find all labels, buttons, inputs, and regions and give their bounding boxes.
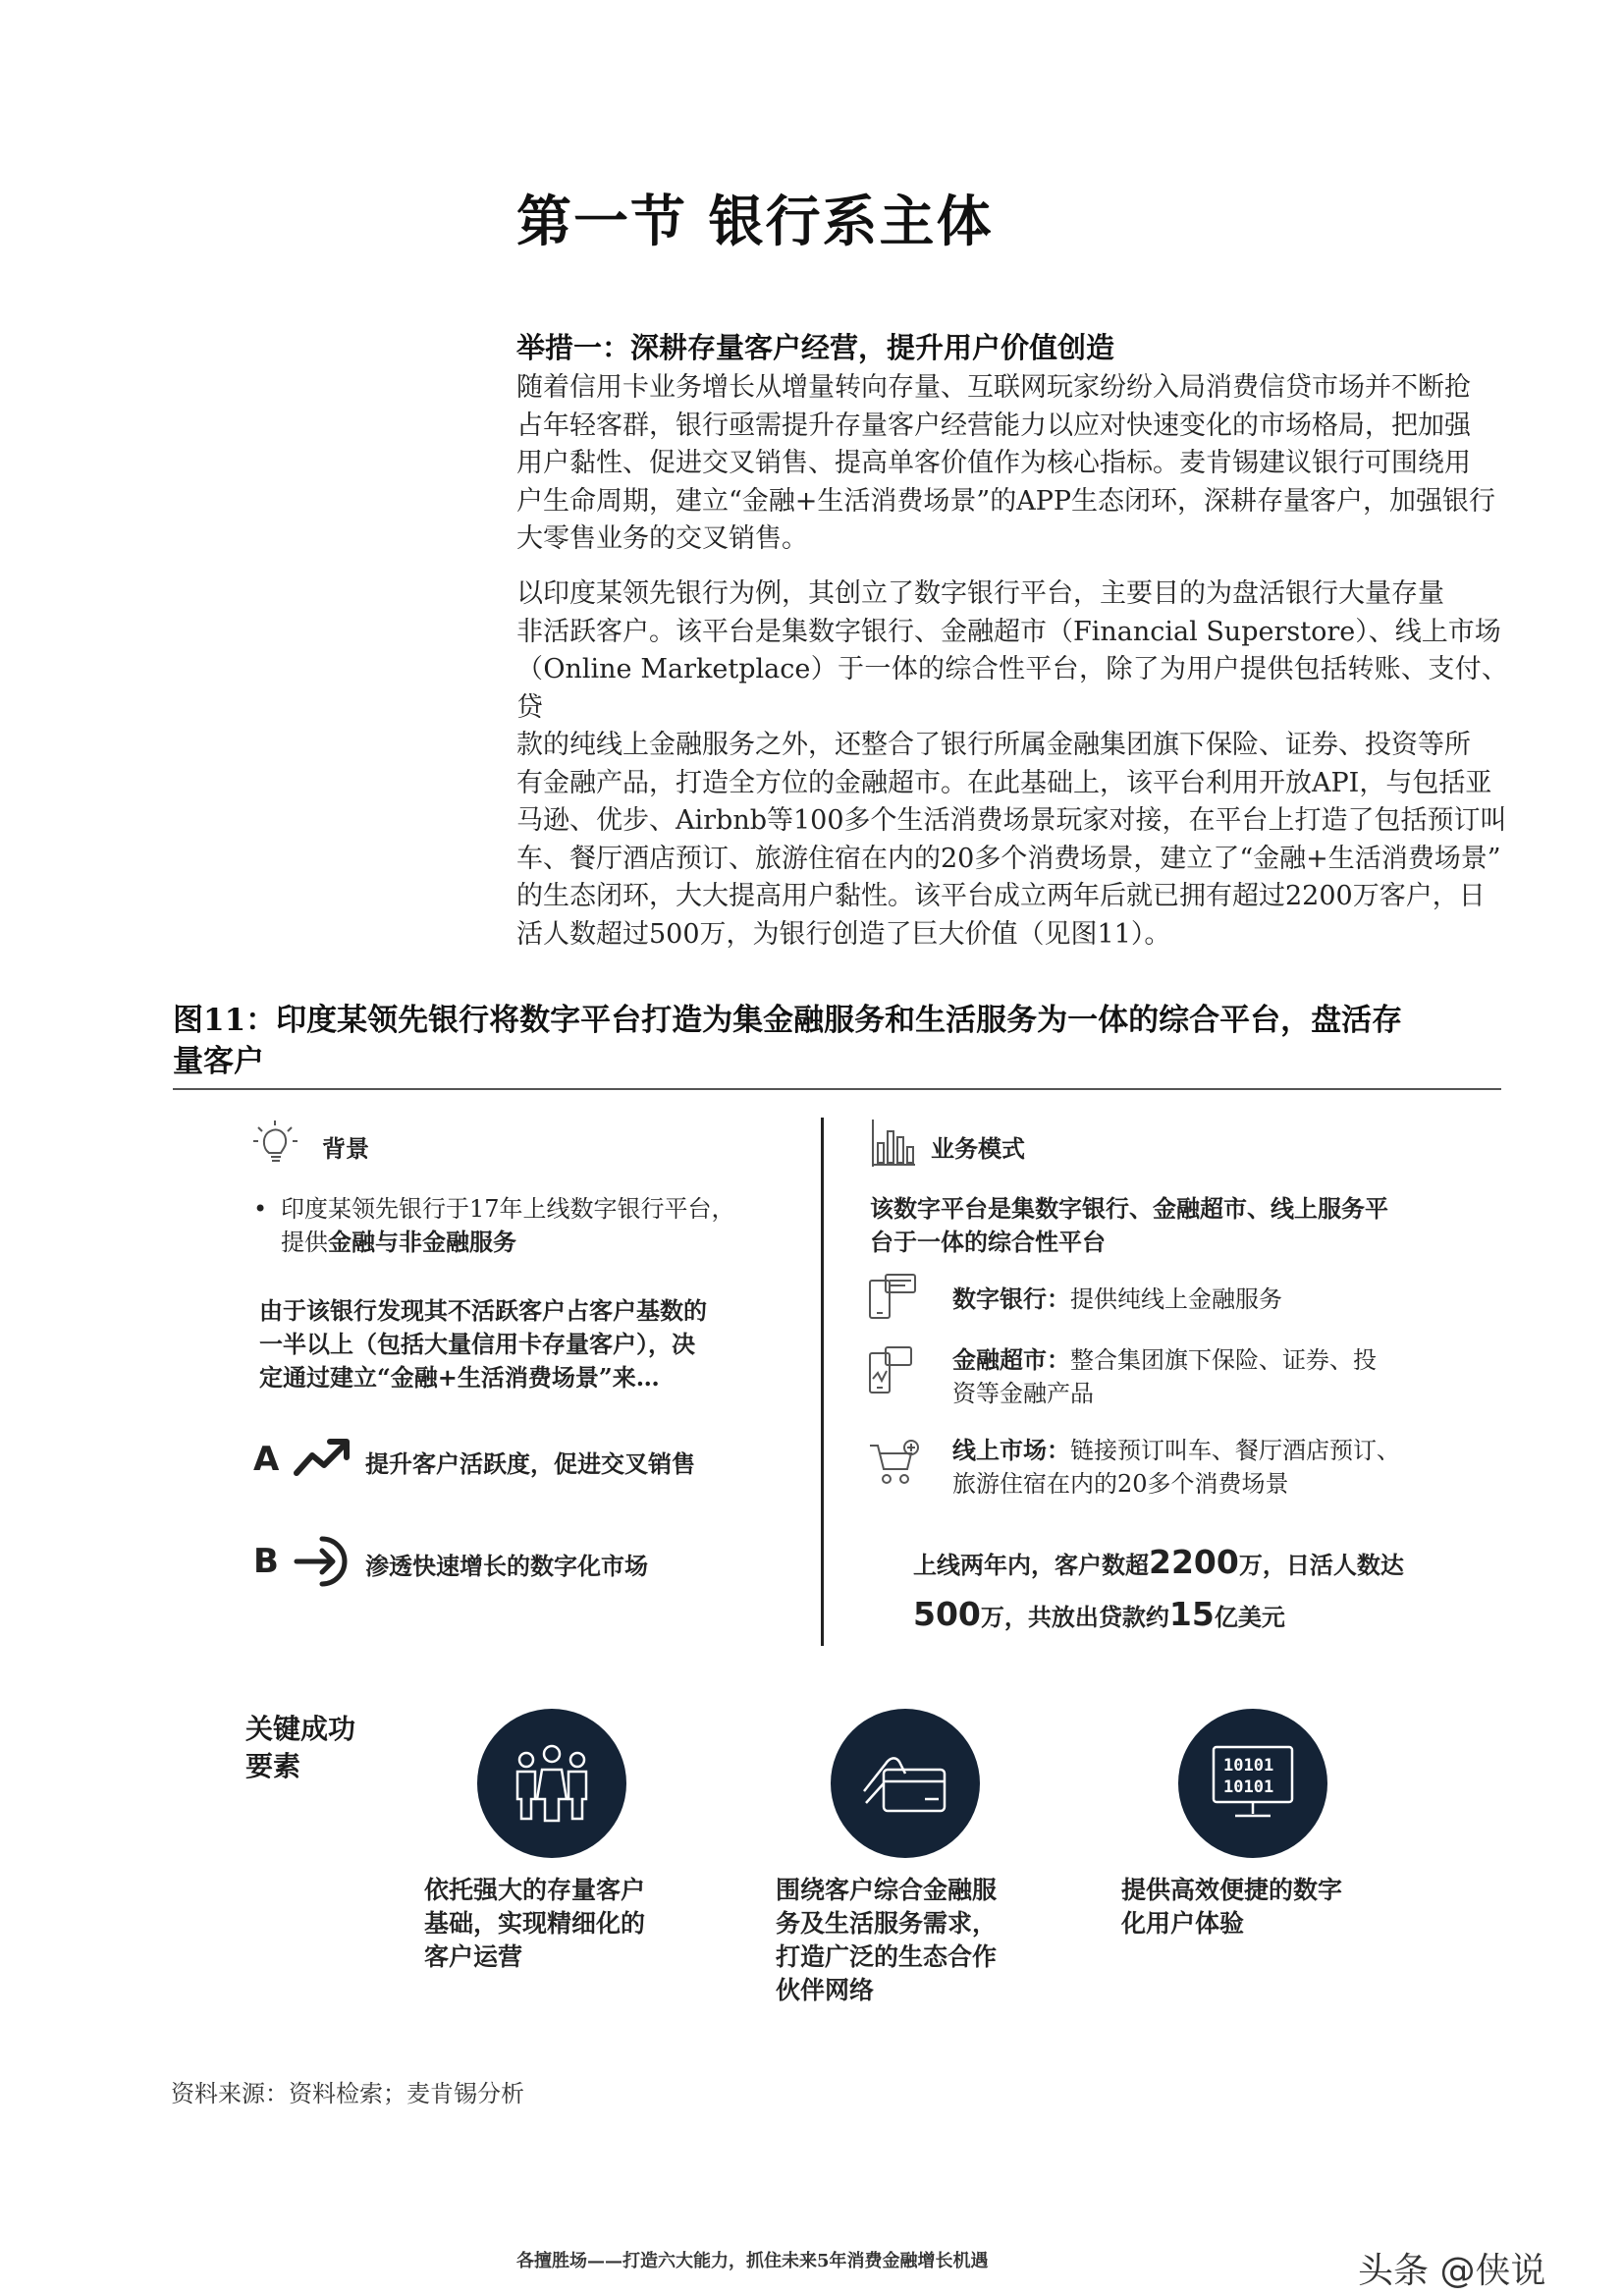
- paragraph-line: （Online Marketplace）于一体的综合性平台，除了为用户提供包括转账、支付、贷: [516, 654, 1508, 723]
- ksf-line: 务及生活服务需求，: [776, 1909, 998, 1938]
- ksf-line: 基础，实现精细化的: [424, 1909, 646, 1938]
- paragraph-line: 活人数超过500万，为银行创造了巨大价值（见图11）。: [516, 918, 1171, 950]
- trending-up-icon: [293, 1436, 353, 1483]
- background-reason: [259, 1294, 707, 1394]
- paragraph-line: 非活跃客户。该平台是集数字银行、金融超市（Financial Superstore）、线上市场: [516, 616, 1501, 647]
- item-name: 数字银行：: [952, 1285, 1070, 1313]
- ksf-line: 伙伴网络: [776, 1976, 875, 2004]
- result-text: 万，共放出贷款约: [980, 1603, 1169, 1631]
- ksf-line: 提供高效便捷的数字: [1121, 1876, 1343, 1904]
- item-desc: 提供纯线上金融服务: [1070, 1285, 1282, 1313]
- page-footer: 各擅胜场——打造六大能力，抓住未来5年消费金融增长机遇: [516, 2251, 989, 2271]
- paragraph-line: 以印度某领先银行为例，其创立了数字银行平台，主要目的为盘活银行大量存量: [516, 578, 1444, 609]
- binary-monitor-icon: [1178, 1709, 1327, 1858]
- ksf-label-line: 要素: [245, 1750, 301, 1782]
- business-item: [952, 1434, 1400, 1501]
- item-desc-line2: 旅游住宿在内的20多个消费场景: [952, 1470, 1289, 1498]
- ksf-label: [245, 1711, 355, 1785]
- ksf-line: 客户运营: [424, 1942, 523, 1971]
- item-desc: 整合集团旗下保险、证券、投: [1070, 1346, 1377, 1374]
- figure-title-line: 图11：印度某领先银行将数字平台打造为集金融服务和生活服务为一体的综合平台，盘活存: [173, 1003, 1403, 1038]
- reason-line: 定通过建立“金融+生活消费场景”来…: [259, 1363, 660, 1392]
- reason-line: 由于该银行发现其不活跃客户占客户基数的: [259, 1296, 707, 1325]
- reason-line: 一半以上（包括大量信用卡存量客户），决: [259, 1330, 695, 1358]
- ksf-text: [424, 1874, 645, 1974]
- business-result: [913, 1538, 1404, 1642]
- background-label: 背景: [322, 1134, 369, 1163]
- ksf-text: [1121, 1874, 1342, 1941]
- business-item: [952, 1343, 1377, 1410]
- result-text: 上线两年内，客户数超: [913, 1551, 1149, 1579]
- ksf-label-line: 关键成功: [245, 1713, 356, 1745]
- ksf-line: 打造广泛的生态合作: [776, 1942, 998, 1971]
- item-name: 线上市场：: [952, 1436, 1070, 1464]
- paragraph-line: 大零售业务的交叉销售。: [516, 523, 808, 554]
- paragraph-line: 马逊、优步、Airbnb等100多个生活消费场景玩家对接，在平台上打造了包括预订叫: [516, 805, 1507, 836]
- background-bullet-line: 印度某领先银行于17年上线数字银行平台，: [281, 1195, 735, 1223]
- svg-text:10101: 10101: [1223, 1756, 1274, 1776]
- column-divider: [821, 1118, 824, 1646]
- business-summary: [870, 1192, 1388, 1259]
- item-b-text: 渗透快速增长的数字化市场: [365, 1552, 648, 1580]
- figure-title: [173, 1000, 1498, 1082]
- paragraph-line: 款的纯线上金融服务之外，还整合了银行所属金融集团旗下保险、证券、投资等所: [516, 730, 1471, 760]
- mobile-phone-icon: [868, 1273, 917, 1326]
- source-note: 资料来源：资料检索；麦肯锡分析: [171, 2080, 524, 2107]
- svg-text:10101: 10101: [1223, 1777, 1274, 1797]
- phone-chart-icon: [868, 1345, 917, 1400]
- card-icon: [831, 1709, 980, 1858]
- paragraph-line: 用户黏性、促进交叉销售、提高单客价值作为核心指标。麦肯锡建议银行可围绕用: [516, 448, 1471, 478]
- paragraph-1: [516, 369, 1508, 559]
- paragraph-line: 的生态闭环，大大提高用户黏性。该平台成立两年后就已拥有超过2200万客户，日: [516, 881, 1486, 911]
- item-desc: 链接预订叫车、餐厅酒店预订、: [1070, 1437, 1400, 1464]
- ksf-text: [776, 1874, 997, 2007]
- ksf-line: 依托强大的存量客户: [424, 1876, 646, 1904]
- paragraph-line: 户生命周期，建立“金融+生活消费场景”的APP生态闭环，深耕存量客户，加强银行: [516, 485, 1496, 517]
- result-number: 2200: [1149, 1543, 1239, 1581]
- summary-line: 该数字平台是集数字银行、金融超市、线上服务平: [870, 1194, 1388, 1223]
- bullet-bold-text: 金融与非金融服务: [328, 1228, 516, 1256]
- paragraph-2: [516, 575, 1508, 954]
- paragraph-line: 车、餐厅酒店预订、旅游住宿在内的20多个消费场景，建立了“金融+生活消费场景”: [516, 843, 1501, 874]
- result-text: 万，日活人数达: [1238, 1551, 1404, 1579]
- lightbulb-icon: [253, 1120, 300, 1175]
- ksf-line: 化用户体验: [1121, 1909, 1245, 1938]
- item-name: 金融超市：: [952, 1345, 1070, 1374]
- business-label: 业务模式: [931, 1134, 1025, 1163]
- shopping-cart-icon: [868, 1440, 921, 1491]
- paragraph-line: 随着信用卡业务增长从增量转向存量、互联网玩家纷纷入局消费信贷市场并不断抢: [516, 372, 1471, 403]
- paragraph-line: 占年轻客群，银行亟需提升存量客户经营能力以应对快速变化的市场格局，把加强: [516, 410, 1471, 441]
- item-b-letter: B: [253, 1542, 279, 1581]
- people-icon: [477, 1709, 626, 1858]
- item-a-letter: A: [253, 1440, 280, 1479]
- watermark: 头条 @侠说: [1358, 2251, 1546, 2291]
- figure-title-line: 量客户: [173, 1044, 264, 1079]
- bar-chart-icon: [870, 1118, 915, 1173]
- bullet-text: 提供: [281, 1229, 328, 1256]
- result-number: 15: [1168, 1595, 1215, 1633]
- figure-divider: [173, 1088, 1501, 1090]
- summary-line: 台于一体的综合性平台: [870, 1228, 1106, 1256]
- enter-arrow-icon: [293, 1534, 350, 1593]
- result-text: 亿美元: [1214, 1603, 1285, 1631]
- ksf-line: 围绕客户综合金融服: [776, 1876, 998, 1904]
- item-desc-line2: 资等金融产品: [952, 1380, 1094, 1407]
- result-number: 500: [913, 1595, 981, 1633]
- bullet-dot: •: [253, 1195, 268, 1223]
- background-bullet-line2: [281, 1226, 516, 1259]
- paragraph-line: 有金融产品，打造全方位的金融超市。在此基础上，该平台利用开放API，与包括亚: [516, 767, 1492, 798]
- section-title: 第一节 银行系主体: [516, 190, 994, 254]
- business-item: [952, 1283, 1282, 1316]
- item-a-text: 提升客户活跃度，促进交叉销售: [365, 1449, 695, 1478]
- measure-heading: 举措一：深耕存量客户经营，提升用户价值创造: [516, 331, 1115, 364]
